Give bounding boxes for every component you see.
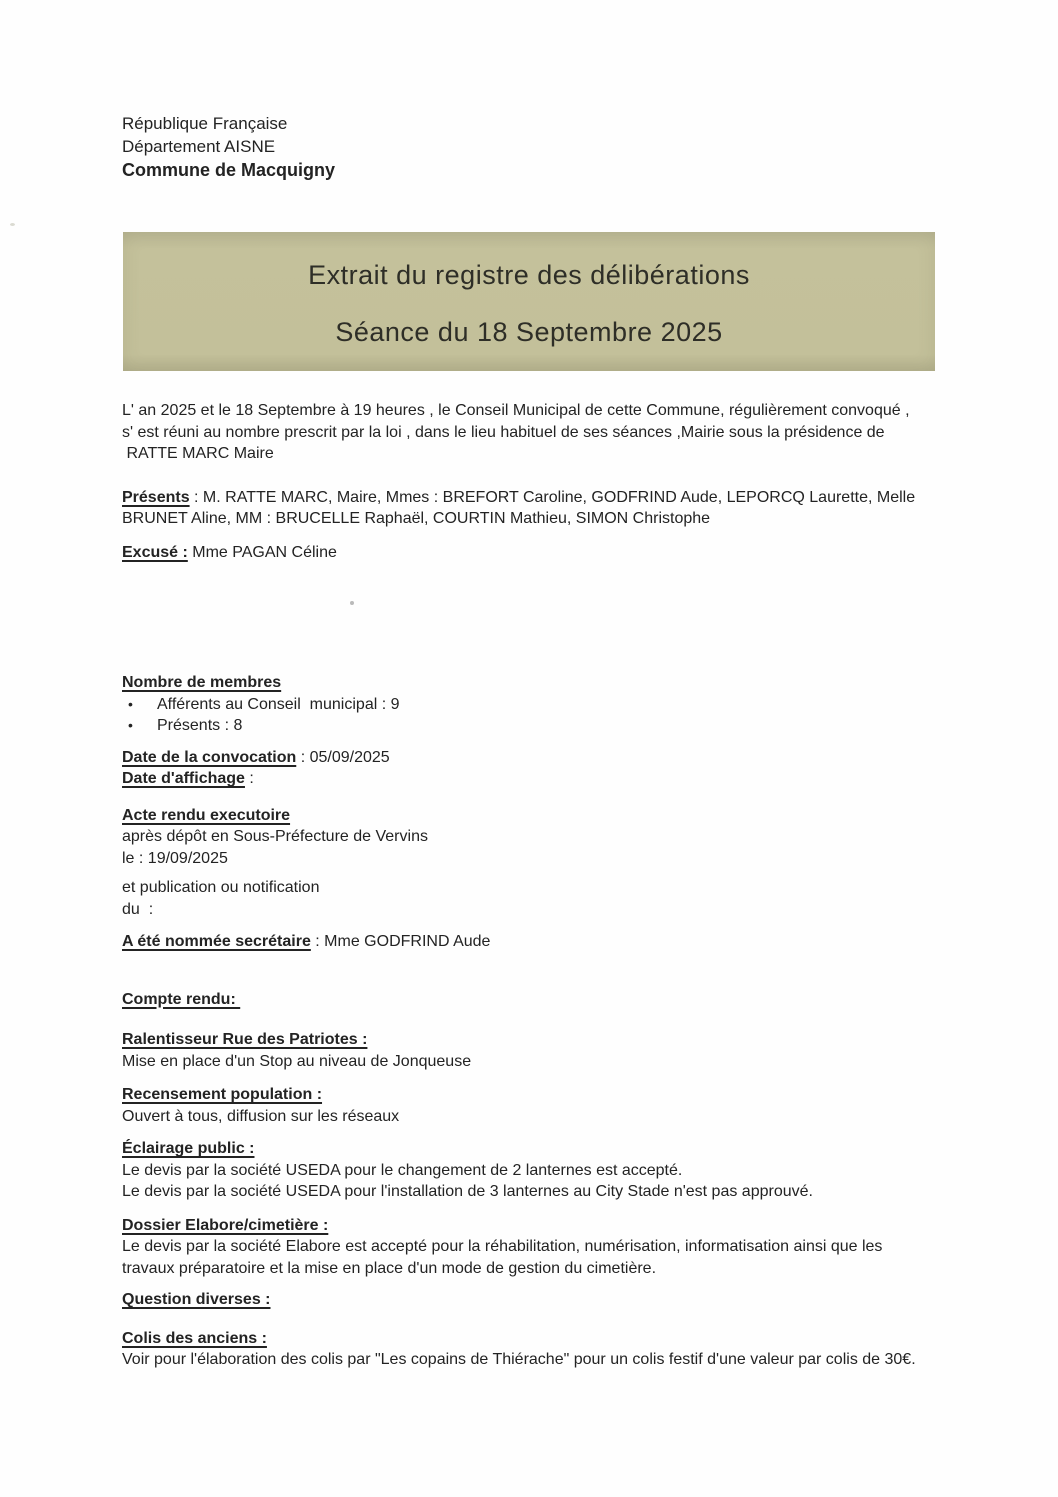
acte-line-1: après dépôt en Sous-Préfecture de Vervins bbox=[122, 828, 428, 845]
date-convocation-line bbox=[122, 747, 958, 769]
membres-bullet-2 bbox=[128, 715, 958, 737]
section-heading: Question diverses : bbox=[122, 1291, 271, 1308]
section-heading: Éclairage public : bbox=[122, 1140, 255, 1157]
section-body-line: Ouvert à tous, diffusion sur les réseaux bbox=[122, 1107, 400, 1125]
presents-names-1: : M. RATTE MARC, Maire, Mmes : BREFORT Caroline, GODFRIND Aude, LEPORCQ Laurette, Melle bbox=[189, 488, 916, 506]
compte-rendu-title: Compte rendu: bbox=[122, 990, 241, 1008]
header-departement: Département AISNE bbox=[122, 137, 276, 156]
scan-artifact-dot bbox=[350, 601, 354, 605]
secretaire-value: : Mme GODFRIND Aude bbox=[310, 933, 491, 950]
section-ralentisseur bbox=[122, 1029, 958, 1072]
document-header bbox=[122, 112, 1058, 183]
acte-line-2: le : 19/09/2025 bbox=[122, 849, 228, 867]
compte-rendu-title-block bbox=[122, 989, 958, 1011]
compte-rendu-title-line bbox=[122, 989, 958, 1011]
section-body-line: Le devis par la société Elabore est accepté pour la réhabilitation, numérisation, informatisation ainsi que les bbox=[122, 1238, 883, 1255]
section-body-line: Le devis par la société USEDA pour l'installation de 3 lanternes au City Stade n'est pas approuvé. bbox=[122, 1183, 813, 1200]
section-heading-line bbox=[122, 1138, 958, 1160]
date-affichage-label: Date d'affichage bbox=[122, 770, 245, 787]
membres-section bbox=[122, 672, 958, 737]
acte-line-3: et publication ou notification bbox=[122, 879, 320, 896]
secretaire-section bbox=[122, 931, 958, 953]
section-question-diverses bbox=[122, 1289, 958, 1311]
deliberations-banner bbox=[123, 232, 935, 371]
section-body-line: travaux préparatoire et la mise en place d'un mode de gestion du cimetière. bbox=[122, 1259, 657, 1277]
excuse-line bbox=[122, 542, 958, 564]
intro-line-3: RATTE MARC Maire bbox=[122, 445, 274, 462]
section-heading: Dossier Elabore/cimetière : bbox=[122, 1216, 329, 1234]
banner-title: Extrait du registre des délibérations bbox=[308, 260, 750, 290]
header-republique: République Française bbox=[122, 114, 288, 133]
intro-paragraph bbox=[122, 400, 958, 465]
section-heading-line bbox=[122, 1215, 958, 1237]
acte-section bbox=[122, 805, 958, 870]
secretaire-label: A été nommée secrétaire bbox=[122, 933, 311, 950]
date-convocation-label: Date de la convocation bbox=[122, 748, 297, 766]
header-commune: Commune de Macquigny bbox=[122, 160, 336, 180]
section-heading-line bbox=[122, 1029, 958, 1051]
membres-title: Nombre de membres bbox=[122, 674, 282, 691]
excuse-label: Excusé : bbox=[122, 543, 188, 561]
section-heading: Recensement population : bbox=[122, 1086, 323, 1103]
section-heading-line bbox=[122, 1289, 958, 1311]
presents-line-1 bbox=[122, 487, 958, 509]
section-body-line: Le devis par la société USEDA pour le changement de 2 lanternes est accepté. bbox=[122, 1161, 683, 1179]
section-heading-line bbox=[122, 1328, 958, 1350]
banner-subtitle: Séance du 18 Septembre 2025 bbox=[335, 317, 723, 347]
section-dossier-elabore bbox=[122, 1215, 958, 1280]
section-recensement bbox=[122, 1084, 958, 1127]
date-affichage-value: : bbox=[244, 770, 254, 787]
secretaire-line bbox=[122, 931, 958, 953]
acte-title: Acte rendu executoire bbox=[122, 806, 291, 824]
excuse-value: Mme PAGAN Céline bbox=[187, 543, 337, 561]
date-convocation-value: : 05/09/2025 bbox=[296, 748, 390, 766]
section-heading: Ralentisseur Rue des Patriotes : bbox=[122, 1031, 368, 1048]
convocation-section bbox=[122, 747, 958, 790]
scan-artifact-speck bbox=[10, 223, 15, 226]
date-affichage-line bbox=[122, 768, 958, 790]
acte-line-4: du : bbox=[122, 900, 154, 918]
membres-bullet-2-text: Présents : 8 bbox=[157, 717, 243, 734]
presents-label: Présents bbox=[122, 488, 190, 506]
bullet-icon: • bbox=[128, 717, 133, 733]
membres-bullet-1-text: Afférents au Conseil municipal : 9 bbox=[157, 695, 400, 713]
bullet-icon: • bbox=[128, 695, 133, 712]
membres-bullet-1 bbox=[128, 694, 958, 716]
intro-line-1: L' an 2025 et le 18 Septembre à 19 heures , le Conseil Municipal de cette Commune, régulièrement convoqué , bbox=[122, 402, 910, 419]
presents-paragraph bbox=[122, 487, 958, 530]
presents-line-2: BRUNET Aline, MM : BRUCELLE Raphaël, COURTIN Mathieu, SIMON Christophe bbox=[122, 510, 711, 527]
section-body-line: Mise en place d'un Stop au niveau de Jonqueuse bbox=[122, 1052, 472, 1070]
excuse-paragraph bbox=[122, 542, 958, 564]
intro-line-2: s' est réuni au nombre prescrit par la loi , dans le lieu habituel de ses séances ,Mairie sous la présidence de bbox=[122, 423, 885, 441]
section-body-line: Voir pour l'élaboration des colis par "Les copains de Thiérache" pour un colis festif d'une valeur par colis de 30€. bbox=[122, 1351, 916, 1368]
section-colis-anciens bbox=[122, 1328, 958, 1371]
section-heading-line bbox=[122, 1084, 958, 1106]
section-heading: Colis des anciens : bbox=[122, 1329, 267, 1347]
section-eclairage bbox=[122, 1138, 958, 1203]
acte-publication bbox=[122, 877, 958, 920]
